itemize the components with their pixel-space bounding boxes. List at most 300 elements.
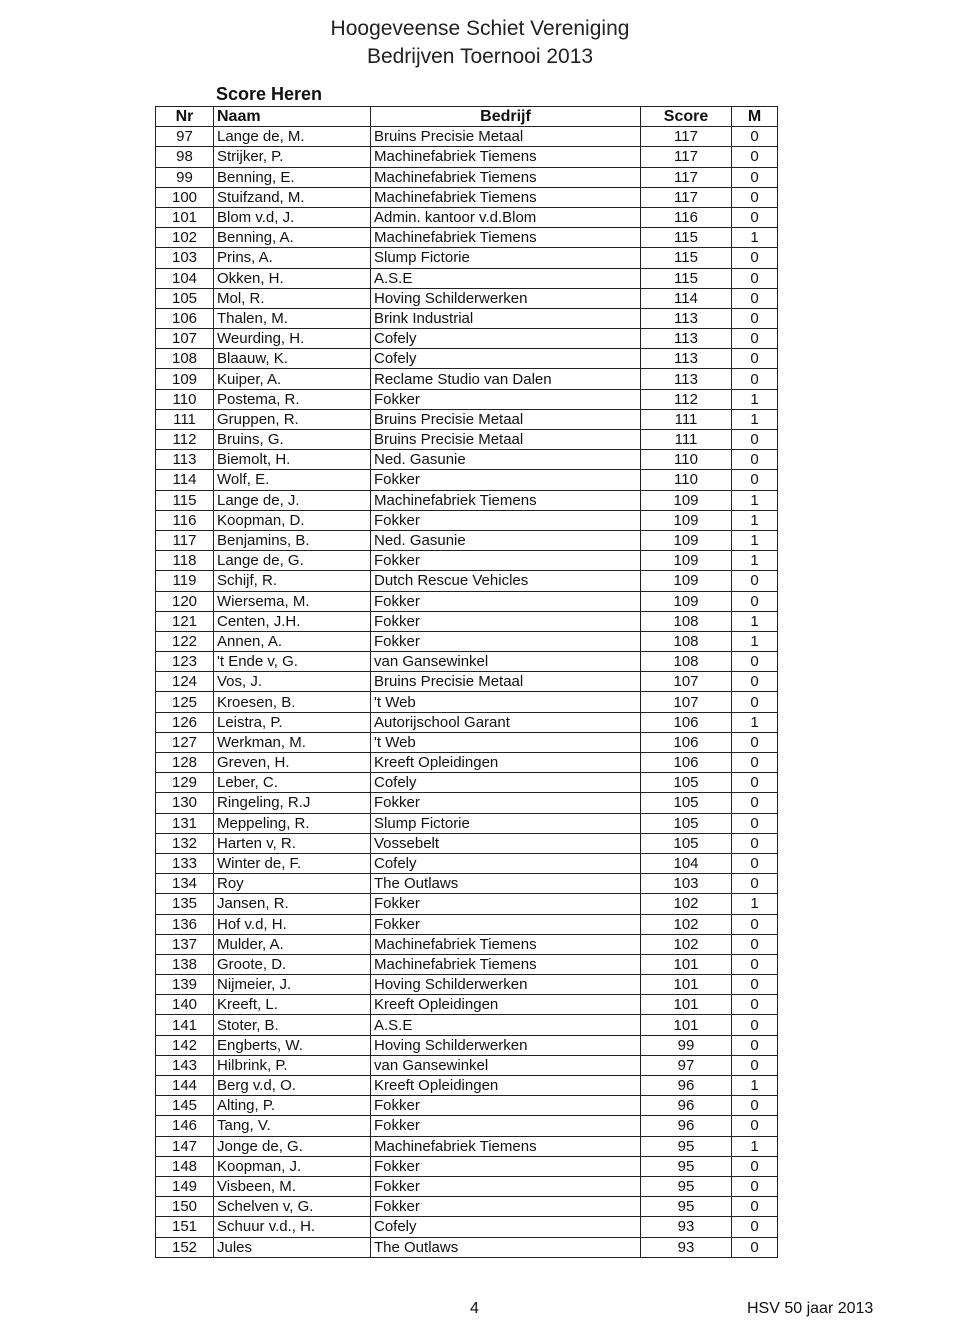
cell-m: 0 (732, 773, 778, 793)
cell-naam: Kuiper, A. (214, 369, 371, 389)
cell-naam: Vos, J. (214, 672, 371, 692)
cell-nr: 136 (156, 914, 214, 934)
cell-bedrijf: Vossebelt (371, 833, 641, 853)
cell-bedrijf: van Gansewinkel (371, 652, 641, 672)
cell-m: 0 (732, 288, 778, 308)
cell-naam: Hof v.d, H. (214, 914, 371, 934)
cell-score: 113 (641, 308, 732, 328)
cell-naam: Wolf, E. (214, 470, 371, 490)
cell-nr: 103 (156, 248, 214, 268)
cell-m: 0 (732, 995, 778, 1015)
cell-nr: 101 (156, 207, 214, 227)
cell-naam: Blom v.d, J. (214, 207, 371, 227)
cell-score: 108 (641, 631, 732, 651)
cell-bedrijf: Machinefabriek Tiemens (371, 954, 641, 974)
cell-naam: Jansen, R. (214, 894, 371, 914)
cell-score: 108 (641, 652, 732, 672)
table-row (156, 1136, 778, 1156)
cell-score: 109 (641, 490, 732, 510)
cell-score: 93 (641, 1217, 732, 1237)
cell-naam: Lange de, J. (214, 490, 371, 510)
cell-nr: 152 (156, 1237, 214, 1257)
table-row (156, 1076, 778, 1096)
cell-naam: Postema, R. (214, 389, 371, 409)
cell-score: 117 (641, 127, 732, 147)
table-row (156, 1156, 778, 1176)
table-row (156, 894, 778, 914)
column-header-nr: Nr (156, 107, 214, 127)
table-row (156, 1217, 778, 1237)
cell-m: 0 (732, 248, 778, 268)
cell-bedrijf: A.S.E (371, 1015, 641, 1035)
cell-nr: 151 (156, 1217, 214, 1237)
cell-bedrijf: Bruins Precisie Metaal (371, 430, 641, 450)
cell-naam: Winter de, F. (214, 853, 371, 873)
cell-score: 93 (641, 1237, 732, 1257)
table-row (156, 995, 778, 1015)
cell-naam: Benning, A. (214, 228, 371, 248)
cell-m: 0 (732, 793, 778, 813)
cell-score: 106 (641, 712, 732, 732)
cell-bedrijf: Autorijschool Garant (371, 712, 641, 732)
cell-score: 109 (641, 591, 732, 611)
cell-bedrijf: Fokker (371, 1176, 641, 1196)
cell-m: 1 (732, 712, 778, 732)
table-row (156, 248, 778, 268)
cell-bedrijf: Cofely (371, 853, 641, 873)
cell-nr: 116 (156, 510, 214, 530)
cell-bedrijf: Cofely (371, 329, 641, 349)
document-title (0, 15, 960, 71)
cell-naam: Benjamins, B. (214, 530, 371, 550)
cell-naam: Mol, R. (214, 288, 371, 308)
table-row (156, 349, 778, 369)
cell-naam: Alting, P. (214, 1096, 371, 1116)
cell-nr: 104 (156, 268, 214, 288)
cell-score: 97 (641, 1055, 732, 1075)
cell-nr: 144 (156, 1076, 214, 1096)
cell-m: 1 (732, 228, 778, 248)
table-row (156, 450, 778, 470)
cell-bedrijf: A.S.E (371, 268, 641, 288)
cell-nr: 150 (156, 1197, 214, 1217)
table-row (156, 127, 778, 147)
cell-m: 0 (732, 369, 778, 389)
cell-score: 117 (641, 147, 732, 167)
column-header-naam: Naam (214, 107, 371, 127)
column-header-bedrijf: Bedrijf (371, 107, 641, 127)
cell-bedrijf: Fokker (371, 470, 641, 490)
cell-nr: 122 (156, 631, 214, 651)
table-row (156, 167, 778, 187)
table-row (156, 268, 778, 288)
cell-m: 0 (732, 934, 778, 954)
table-row (156, 1237, 778, 1257)
cell-naam: Blaauw, K. (214, 349, 371, 369)
cell-bedrijf: Machinefabriek Tiemens (371, 147, 641, 167)
cell-score: 111 (641, 409, 732, 429)
cell-naam: Visbeen, M. (214, 1176, 371, 1196)
cell-bedrijf: Fokker (371, 389, 641, 409)
cell-bedrijf: van Gansewinkel (371, 1055, 641, 1075)
cell-nr: 149 (156, 1176, 214, 1196)
table-row (156, 147, 778, 167)
cell-bedrijf: Dutch Rescue Vehicles (371, 571, 641, 591)
cell-score: 110 (641, 470, 732, 490)
cell-score: 96 (641, 1076, 732, 1096)
cell-bedrijf: Fokker (371, 1156, 641, 1176)
cell-m: 1 (732, 510, 778, 530)
cell-score: 102 (641, 934, 732, 954)
cell-naam: Benning, E. (214, 167, 371, 187)
table-row (156, 773, 778, 793)
cell-nr: 135 (156, 894, 214, 914)
cell-score: 112 (641, 389, 732, 409)
cell-m: 0 (732, 349, 778, 369)
cell-score: 101 (641, 995, 732, 1015)
cell-nr: 98 (156, 147, 214, 167)
cell-m: 0 (732, 127, 778, 147)
cell-nr: 146 (156, 1116, 214, 1136)
cell-nr: 119 (156, 571, 214, 591)
cell-m: 0 (732, 591, 778, 611)
cell-score: 113 (641, 349, 732, 369)
cell-bedrijf: Fokker (371, 591, 641, 611)
cell-m: 0 (732, 1237, 778, 1257)
cell-naam: Centen, J.H. (214, 611, 371, 631)
cell-m: 0 (732, 187, 778, 207)
table-row (156, 631, 778, 651)
cell-score: 105 (641, 793, 732, 813)
cell-nr: 141 (156, 1015, 214, 1035)
cell-bedrijf: Fokker (371, 631, 641, 651)
cell-nr: 107 (156, 329, 214, 349)
cell-score: 104 (641, 853, 732, 873)
cell-naam: Berg v.d, O. (214, 1076, 371, 1096)
cell-score: 115 (641, 248, 732, 268)
footer-note: HSV 50 jaar 2013 (747, 1300, 874, 1317)
cell-bedrijf: Cofely (371, 1217, 641, 1237)
table-row (156, 389, 778, 409)
cell-m: 0 (732, 147, 778, 167)
cell-bedrijf: Fokker (371, 510, 641, 530)
table-row (156, 1035, 778, 1055)
table-row (156, 369, 778, 389)
cell-bedrijf: Hoving Schilderwerken (371, 975, 641, 995)
cell-score: 95 (641, 1156, 732, 1176)
table-row (156, 187, 778, 207)
cell-naam: Gruppen, R. (214, 409, 371, 429)
cell-nr: 147 (156, 1136, 214, 1156)
cell-bedrijf: Machinefabriek Tiemens (371, 228, 641, 248)
cell-m: 1 (732, 894, 778, 914)
table-row (156, 551, 778, 571)
cell-m: 0 (732, 672, 778, 692)
cell-score: 105 (641, 813, 732, 833)
cell-naam: Werkman, M. (214, 732, 371, 752)
cell-score: 102 (641, 914, 732, 934)
cell-bedrijf: Kreeft Opleidingen (371, 995, 641, 1015)
cell-m: 0 (732, 874, 778, 894)
cell-nr: 114 (156, 470, 214, 490)
cell-nr: 145 (156, 1096, 214, 1116)
cell-nr: 117 (156, 530, 214, 550)
cell-m: 0 (732, 1055, 778, 1075)
cell-naam: Hilbrink, P. (214, 1055, 371, 1075)
cell-score: 101 (641, 1015, 732, 1035)
table-row (156, 934, 778, 954)
cell-m: 0 (732, 975, 778, 995)
cell-nr: 102 (156, 228, 214, 248)
table-row (156, 409, 778, 429)
page-number: 4 (470, 1300, 479, 1317)
cell-naam: 't Ende v, G. (214, 652, 371, 672)
cell-naam: Kreeft, L. (214, 995, 371, 1015)
cell-naam: Schuur v.d., H. (214, 1217, 371, 1237)
cell-bedrijf: Bruins Precisie Metaal (371, 672, 641, 692)
cell-score: 105 (641, 833, 732, 853)
cell-bedrijf: Machinefabriek Tiemens (371, 934, 641, 954)
cell-m: 1 (732, 551, 778, 571)
cell-naam: Engberts, W. (214, 1035, 371, 1055)
cell-bedrijf: Cofely (371, 773, 641, 793)
cell-m: 0 (732, 1035, 778, 1055)
cell-naam: Lange de, M. (214, 127, 371, 147)
cell-m: 0 (732, 1176, 778, 1196)
cell-m: 0 (732, 914, 778, 934)
cell-naam: Stoter, B. (214, 1015, 371, 1035)
cell-naam: Prins, A. (214, 248, 371, 268)
cell-nr: 134 (156, 874, 214, 894)
cell-m: 0 (732, 1197, 778, 1217)
cell-bedrijf: Kreeft Opleidingen (371, 1076, 641, 1096)
cell-nr: 130 (156, 793, 214, 813)
cell-m: 1 (732, 490, 778, 510)
cell-bedrijf: Fokker (371, 551, 641, 571)
cell-m: 1 (732, 389, 778, 409)
title-line-2: Bedrijven Toernooi 2013 (366, 45, 594, 68)
column-header-m: M (732, 107, 778, 127)
cell-m: 0 (732, 853, 778, 873)
cell-m: 0 (732, 954, 778, 974)
cell-nr: 137 (156, 934, 214, 954)
cell-m: 0 (732, 732, 778, 752)
table-row (156, 207, 778, 227)
table-row (156, 1055, 778, 1075)
cell-bedrijf: Hoving Schilderwerken (371, 288, 641, 308)
table-row (156, 914, 778, 934)
cell-bedrijf: The Outlaws (371, 1237, 641, 1257)
table-row (156, 732, 778, 752)
cell-naam: Koopman, D. (214, 510, 371, 530)
cell-bedrijf: Fokker (371, 611, 641, 631)
cell-score: 103 (641, 874, 732, 894)
cell-m: 0 (732, 1156, 778, 1176)
cell-nr: 139 (156, 975, 214, 995)
cell-naam: Okken, H. (214, 268, 371, 288)
cell-bedrijf: Bruins Precisie Metaal (371, 409, 641, 429)
cell-bedrijf: Cofely (371, 349, 641, 369)
cell-naam: Kroesen, B. (214, 692, 371, 712)
cell-score: 106 (641, 753, 732, 773)
cell-score: 109 (641, 530, 732, 550)
cell-nr: 118 (156, 551, 214, 571)
cell-bedrijf: Machinefabriek Tiemens (371, 187, 641, 207)
table-row (156, 228, 778, 248)
cell-naam: Greven, H. (214, 753, 371, 773)
cell-bedrijf: Fokker (371, 914, 641, 934)
cell-naam: Schijf, R. (214, 571, 371, 591)
cell-score: 117 (641, 187, 732, 207)
cell-naam: Groote, D. (214, 954, 371, 974)
cell-score: 113 (641, 369, 732, 389)
cell-bedrijf: Fokker (371, 1096, 641, 1116)
cell-naam: Biemolt, H. (214, 450, 371, 470)
section-heading: Score Heren (216, 84, 323, 104)
cell-nr: 99 (156, 167, 214, 187)
table-row (156, 430, 778, 450)
cell-bedrijf: 't Web (371, 692, 641, 712)
table-row (156, 288, 778, 308)
cell-nr: 143 (156, 1055, 214, 1075)
cell-m: 0 (732, 1096, 778, 1116)
table-row (156, 1015, 778, 1035)
cell-m: 0 (732, 207, 778, 227)
cell-nr: 121 (156, 611, 214, 631)
table-row (156, 571, 778, 591)
cell-bedrijf: Fokker (371, 894, 641, 914)
table-row (156, 692, 778, 712)
table-row (156, 652, 778, 672)
table-row (156, 1116, 778, 1136)
cell-m: 1 (732, 530, 778, 550)
score-table (155, 106, 778, 1258)
cell-bedrijf: Ned. Gasunie (371, 450, 641, 470)
cell-score: 96 (641, 1096, 732, 1116)
cell-nr: 138 (156, 954, 214, 974)
cell-score: 105 (641, 773, 732, 793)
table-row (156, 853, 778, 873)
cell-naam: Bruins, G. (214, 430, 371, 450)
table-row (156, 1176, 778, 1196)
cell-bedrijf: Ned. Gasunie (371, 530, 641, 550)
cell-naam: Annen, A. (214, 631, 371, 651)
cell-m: 0 (732, 167, 778, 187)
cell-m: 0 (732, 833, 778, 853)
table-row (156, 1096, 778, 1116)
table-row (156, 308, 778, 328)
cell-bedrijf: Slump Fictorie (371, 813, 641, 833)
cell-nr: 112 (156, 430, 214, 450)
cell-score: 113 (641, 329, 732, 349)
title-line-1: Hoogeveense Schiet Vereniging (330, 17, 630, 40)
cell-nr: 97 (156, 127, 214, 147)
cell-bedrijf: Slump Fictorie (371, 248, 641, 268)
cell-naam: Jules (214, 1237, 371, 1257)
cell-bedrijf: Admin. kantoor v.d.Blom (371, 207, 641, 227)
cell-naam: Leber, C. (214, 773, 371, 793)
cell-naam: Wiersema, M. (214, 591, 371, 611)
cell-naam: Harten v, R. (214, 833, 371, 853)
cell-score: 111 (641, 430, 732, 450)
cell-score: 96 (641, 1116, 732, 1136)
cell-m: 0 (732, 268, 778, 288)
cell-m: 1 (732, 611, 778, 631)
cell-m: 0 (732, 430, 778, 450)
cell-bedrijf: Reclame Studio van Dalen (371, 369, 641, 389)
cell-score: 117 (641, 167, 732, 187)
cell-nr: 133 (156, 853, 214, 873)
cell-m: 0 (732, 470, 778, 490)
cell-nr: 126 (156, 712, 214, 732)
cell-score: 109 (641, 510, 732, 530)
cell-nr: 120 (156, 591, 214, 611)
cell-nr: 128 (156, 753, 214, 773)
table-body (156, 127, 778, 1258)
table-row (156, 712, 778, 732)
cell-m: 0 (732, 753, 778, 773)
cell-nr: 140 (156, 995, 214, 1015)
cell-score: 116 (641, 207, 732, 227)
cell-bedrijf: Machinefabriek Tiemens (371, 490, 641, 510)
table-row (156, 753, 778, 773)
table-row (156, 329, 778, 349)
cell-nr: 142 (156, 1035, 214, 1055)
cell-score: 109 (641, 571, 732, 591)
cell-m: 0 (732, 1217, 778, 1237)
table-row (156, 510, 778, 530)
cell-m: 0 (732, 692, 778, 712)
cell-bedrijf: Fokker (371, 793, 641, 813)
table-header-row (156, 107, 778, 127)
cell-bedrijf: The Outlaws (371, 874, 641, 894)
table-row (156, 1197, 778, 1217)
cell-score: 110 (641, 450, 732, 470)
cell-score: 101 (641, 975, 732, 995)
cell-bedrijf: Kreeft Opleidingen (371, 753, 641, 773)
cell-naam: Koopman, J. (214, 1156, 371, 1176)
table-row (156, 975, 778, 995)
cell-naam: Meppeling, R. (214, 813, 371, 833)
cell-m: 1 (732, 631, 778, 651)
cell-nr: 109 (156, 369, 214, 389)
cell-score: 95 (641, 1197, 732, 1217)
cell-nr: 108 (156, 349, 214, 369)
cell-score: 102 (641, 894, 732, 914)
cell-score: 115 (641, 228, 732, 248)
cell-score: 109 (641, 551, 732, 571)
cell-nr: 129 (156, 773, 214, 793)
cell-m: 0 (732, 652, 778, 672)
cell-nr: 115 (156, 490, 214, 510)
cell-score: 114 (641, 288, 732, 308)
cell-m: 0 (732, 450, 778, 470)
table-row (156, 591, 778, 611)
cell-nr: 111 (156, 409, 214, 429)
cell-naam: Strijker, P. (214, 147, 371, 167)
cell-m: 0 (732, 571, 778, 591)
cell-score: 106 (641, 732, 732, 752)
cell-naam: Jonge de, G. (214, 1136, 371, 1156)
cell-m: 0 (732, 329, 778, 349)
cell-m: 1 (732, 1136, 778, 1156)
cell-bedrijf: Machinefabriek Tiemens (371, 1136, 641, 1156)
cell-bedrijf: Machinefabriek Tiemens (371, 167, 641, 187)
column-header-score: Score (641, 107, 732, 127)
cell-naam: Nijmeier, J. (214, 975, 371, 995)
cell-naam: Roy (214, 874, 371, 894)
cell-naam: Ringeling, R.J (214, 793, 371, 813)
